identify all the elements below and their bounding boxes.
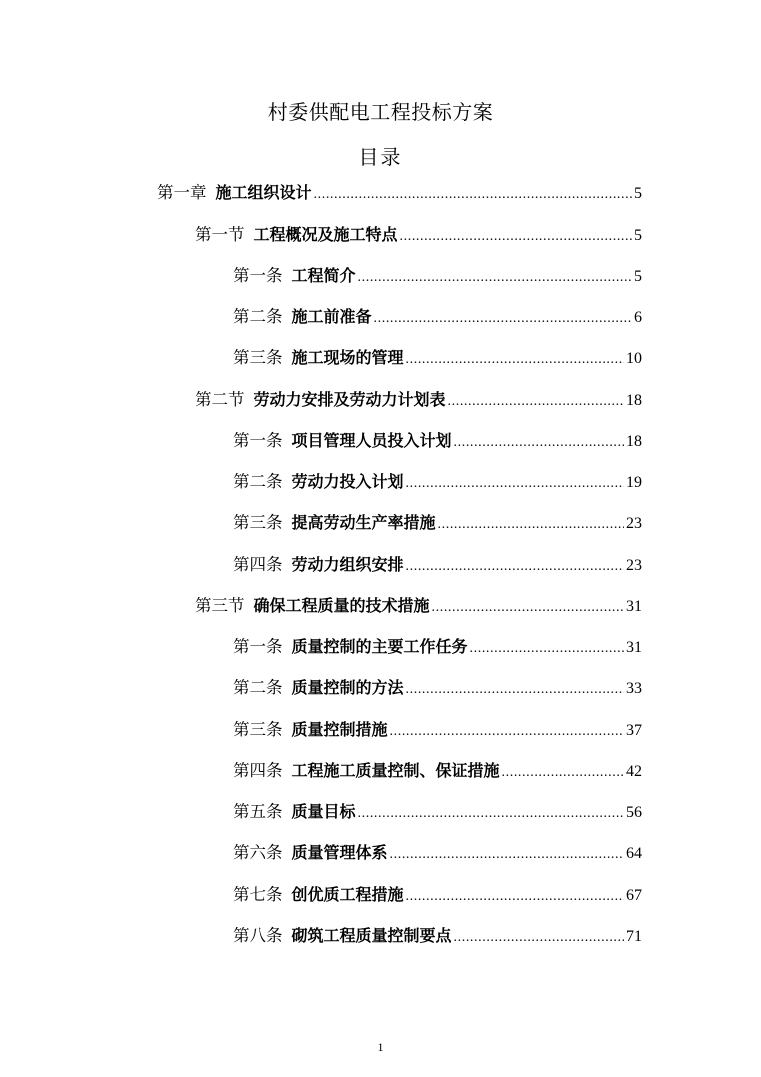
toc-entry-number: 第六条 <box>233 843 283 862</box>
toc-dot-leader <box>400 222 632 252</box>
toc-entry-section[interactable] <box>195 591 642 621</box>
toc-entry-number: 第四条 <box>233 555 283 574</box>
toc-entry-title: 质量管理体系 <box>291 843 388 862</box>
toc-entry-number: 第三条 <box>233 348 283 367</box>
toc-dot-leader <box>406 469 624 499</box>
toc-entry-chapter[interactable] <box>157 178 642 208</box>
toc-entry-number: 第一节 <box>195 225 245 244</box>
toc-entry-article[interactable] <box>233 673 642 703</box>
toc-entry-title: 质量控制的方法 <box>291 678 404 697</box>
toc-entry-article[interactable] <box>233 261 642 291</box>
toc-entry-page: 18 <box>626 433 642 450</box>
toc-entry-number: 第五条 <box>233 802 283 821</box>
toc-entry-article[interactable] <box>233 797 642 827</box>
toc-heading: 目录 <box>358 145 403 169</box>
toc-dot-leader <box>438 510 624 540</box>
toc-entry-title: 施工组织设计 <box>215 183 312 202</box>
toc-dot-leader <box>432 593 624 623</box>
toc-entry-page: 31 <box>626 639 642 656</box>
toc-dot-leader <box>358 263 632 293</box>
toc-entry-number: 第一章 <box>157 183 207 202</box>
toc-entry-number: 第一条 <box>233 431 283 450</box>
toc-entry-title: 提高劳动生产率措施 <box>291 513 436 532</box>
toc-entry-article[interactable] <box>233 467 642 497</box>
toc-entry-title: 工程简介 <box>291 266 356 285</box>
toc-dot-leader <box>406 345 624 375</box>
toc-dot-leader <box>454 428 624 458</box>
toc-dot-leader <box>448 387 624 417</box>
toc-dot-leader <box>374 304 632 334</box>
toc-entry-title: 工程概况及施工特点 <box>253 225 398 244</box>
toc-entry-number: 第三条 <box>233 720 283 739</box>
toc-entry-page: 6 <box>634 309 642 326</box>
toc-entry-page: 71 <box>626 928 642 945</box>
toc-entry-page: 56 <box>626 804 642 821</box>
toc-entry-number: 第三条 <box>233 513 283 532</box>
toc-entry-title: 质量目标 <box>291 802 356 821</box>
toc-dot-leader <box>358 799 624 829</box>
toc-entry-page: 18 <box>626 392 642 409</box>
toc-entry-article[interactable] <box>233 632 642 662</box>
toc-entry-page: 5 <box>634 268 642 285</box>
toc-entry-number: 第一条 <box>233 637 283 656</box>
toc-entry-title: 劳动力投入计划 <box>291 472 404 491</box>
toc-entry-number: 第一条 <box>233 266 283 285</box>
toc-entry-number: 第二条 <box>233 307 283 326</box>
toc-entry-article[interactable] <box>233 343 642 373</box>
toc-dot-leader <box>314 180 632 210</box>
toc-entry-article[interactable] <box>233 756 642 786</box>
toc-dot-leader <box>390 840 624 870</box>
toc-dot-leader <box>390 717 624 747</box>
toc-entry-page: 67 <box>626 887 642 904</box>
toc-entry-number: 第二条 <box>233 472 283 491</box>
toc-entry-title: 施工现场的管理 <box>291 348 404 367</box>
toc-dot-leader <box>502 758 624 788</box>
toc-entry-number: 第七条 <box>233 885 283 904</box>
toc-entry-title: 施工前准备 <box>291 307 372 326</box>
toc-entry-title: 确保工程质量的技术措施 <box>253 596 430 615</box>
toc-entry-page: 42 <box>626 763 642 780</box>
toc-entry-title: 工程施工质量控制、保证措施 <box>291 761 500 780</box>
toc-entry-page: 64 <box>626 845 642 862</box>
toc-entry-page: 19 <box>626 474 642 491</box>
toc-entry-number: 第八条 <box>233 926 283 945</box>
toc-entry-title: 项目管理人员投入计划 <box>291 431 452 450</box>
toc-entry-title: 劳动力安排及劳动力计划表 <box>253 390 446 409</box>
toc-entry-article[interactable] <box>233 838 642 868</box>
toc-entry-article[interactable] <box>233 508 642 538</box>
toc-dot-leader <box>406 675 624 705</box>
toc-entry-page: 10 <box>626 350 642 367</box>
document-title: 村委供配电工程投标方案 <box>267 100 494 124</box>
toc-entry-page: 5 <box>634 185 642 202</box>
toc-entry-article[interactable] <box>233 302 642 332</box>
toc-entry-title: 劳动力组织安排 <box>291 555 404 574</box>
toc-entry-number: 第二节 <box>195 390 245 409</box>
toc-entry-article[interactable] <box>233 426 642 456</box>
toc-entry-section[interactable] <box>195 385 642 415</box>
toc-dot-leader <box>454 923 624 953</box>
toc-entry-article[interactable] <box>233 921 642 951</box>
toc-entry-article[interactable] <box>233 715 642 745</box>
toc-entry-page: 33 <box>626 680 642 697</box>
toc-entry-page: 23 <box>626 515 642 532</box>
toc-entry-number: 第三节 <box>195 596 245 615</box>
toc-dot-leader <box>406 882 624 912</box>
toc-entry-title: 质量控制的主要工作任务 <box>291 637 468 656</box>
toc-dot-leader <box>406 552 624 582</box>
toc-entry-number: 第二条 <box>233 678 283 697</box>
page-number: 1 <box>377 1040 384 1054</box>
toc-entry-page: 31 <box>626 598 642 615</box>
toc-entry-title: 创优质工程措施 <box>291 885 404 904</box>
toc-entry-page: 23 <box>626 557 642 574</box>
toc-entry-article[interactable] <box>233 880 642 910</box>
toc-entry-page: 37 <box>626 722 642 739</box>
toc-entry-page: 5 <box>634 227 642 244</box>
toc-entry-title: 质量控制措施 <box>291 720 388 739</box>
toc-entry-number: 第四条 <box>233 761 283 780</box>
toc-entry-article[interactable] <box>233 550 642 580</box>
toc-dot-leader <box>470 634 624 664</box>
toc-entry-title: 砌筑工程质量控制要点 <box>291 926 452 945</box>
toc-entry-section[interactable] <box>195 220 642 250</box>
